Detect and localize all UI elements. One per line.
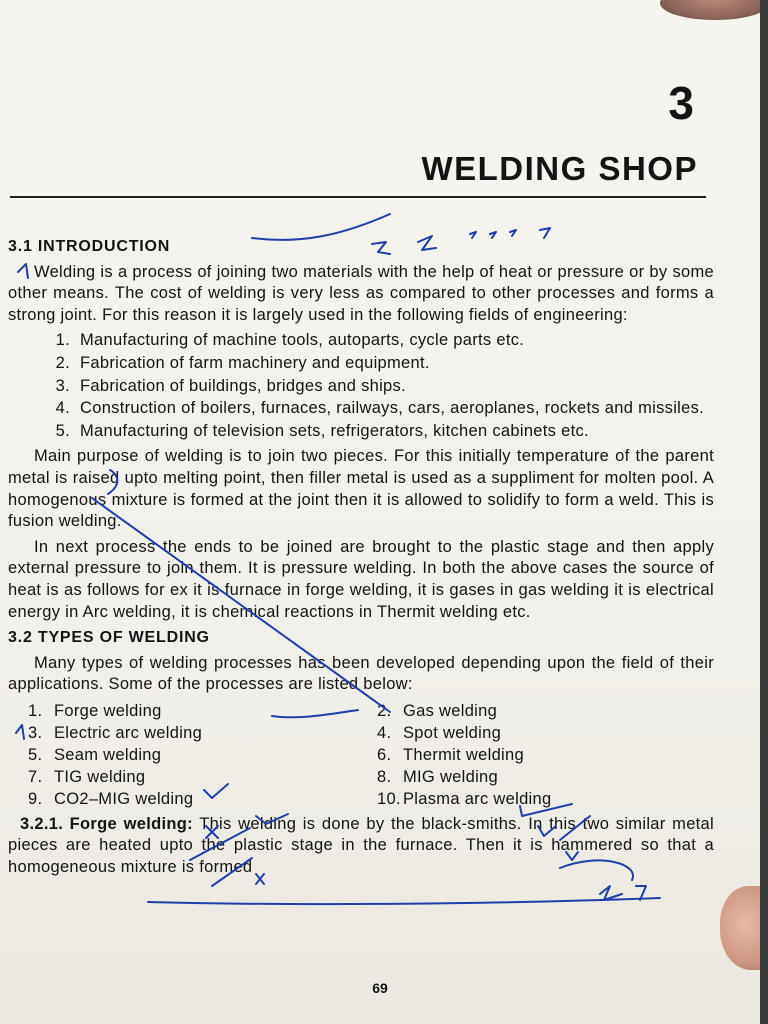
pen-underline-forge-section <box>148 898 660 904</box>
list-item: 5. Seam welding <box>28 745 162 764</box>
list-item: 9. CO2–MIG welding <box>28 789 194 808</box>
chapter-title: WELDING SHOP <box>421 150 698 187</box>
list-item: 10. Plasma arc welding <box>377 789 552 808</box>
list-item: 8. MIG welding <box>377 767 499 786</box>
engineering-fields-list <box>8 330 714 442</box>
section-heading-types: 3.2 TYPES OF WELDING <box>8 629 210 647</box>
forge-welding-paragraph <box>8 814 714 879</box>
list-item: 3. Fabrication of buildings, bridges and ships. <box>55 376 406 395</box>
chapter-number: 3 <box>668 77 694 129</box>
thumb-right <box>720 886 760 970</box>
page-number: 69 <box>372 980 388 996</box>
list-item: 2. Gas welding <box>377 701 498 720</box>
pressure-welding-paragraph: In next process the ends to be joined are brought to the plastic stage and then apply external pressure to join them. It is pressure welding. In both the above cases the source of heat is as follows for ex it is furnace in forge welding, it is gases in gas welding it is electrical energy in Arc welding, it is chemical reactions in Thermit welding etc. <box>8 537 714 621</box>
forge-welding-label: 3.2.1. Forge welding: <box>20 814 193 833</box>
list-item: 7. TIG welding <box>28 767 146 786</box>
welding-types-list <box>8 700 714 810</box>
list-item: 6. Thermit welding <box>377 745 524 764</box>
list-item: 2. Fabrication of farm machinery and equipment. <box>55 353 430 372</box>
forge-welding-text: This welding is done by the black-smiths. In this two similar metal pieces are heated upto the plastic stage in the furnace. Then it is hammered so that a homogeneous mixture is formed <box>8 814 714 877</box>
intro-paragraph: Welding is a process of joining two materials with the help of heat or pressure or by some other means. The cost of welding is very less as compared to other processes and forms a strong joint. For this reason it is largely used in the following fields of engineering: <box>8 262 714 324</box>
list-item: 1. Forge welding <box>28 701 162 720</box>
list-item: 5. Manufacturing of television sets, refrigerators, kitchen cabinets etc. <box>55 421 589 440</box>
pen-scribble-plasma <box>600 886 646 900</box>
list-item: 4. Construction of boilers, furnaces, railways, cars, aeroplanes, rockets and missiles. <box>55 399 705 418</box>
chapter-divider <box>10 196 706 198</box>
section-heading-introduction: 3.1 INTRODUCTION <box>8 238 171 255</box>
types-paragraph: Many types of welding processes has been developed depending upon the field of their applications. Some of the processes are listed below: <box>8 653 714 694</box>
list-item: 3. Electric arc welding <box>28 723 203 742</box>
list-item: 1. Manufacturing of machine tools, autoparts, cycle parts etc. <box>55 331 525 350</box>
list-item: 4. Spot welding <box>377 723 502 742</box>
purpose-paragraph: Main purpose of welding is to join two pieces. For this initially temperature of the parent metal is raised upto melting point, then filler metal is used as a suppliment for molten pool. A homogenous mixture is formed at the joint then it is allowed to solidify to form a weld. This is fusion welding. <box>8 447 714 531</box>
thumb-top <box>660 0 760 20</box>
page-body <box>8 236 714 879</box>
